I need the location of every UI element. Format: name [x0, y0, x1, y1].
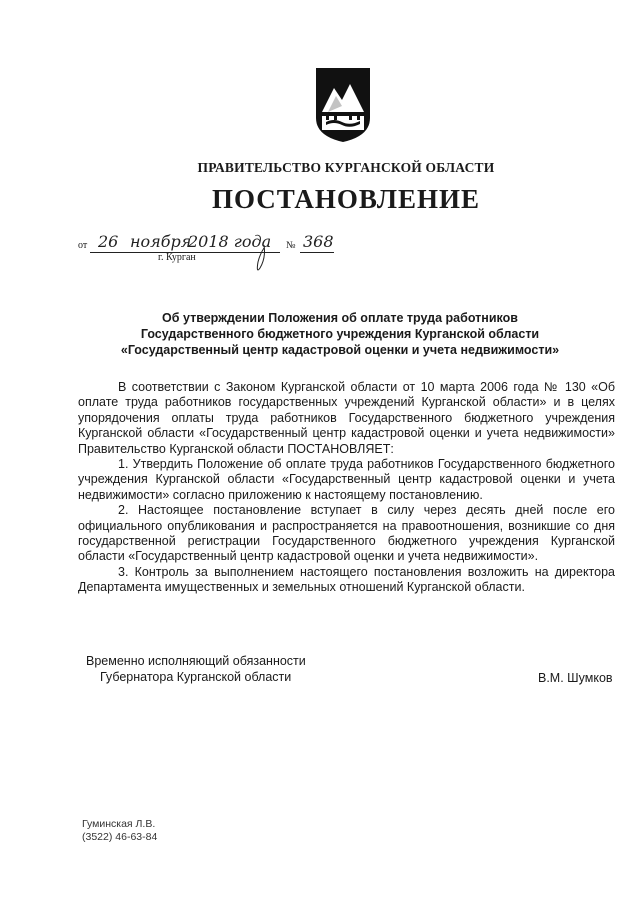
document-number: 368	[303, 232, 334, 251]
body-paragraph: 2. Настоящее постановление вступает в силу через десять дней после его официального опубликования и распространяется на правоотношения, возникшие со дня государственной регистрации Государственного бюджетного учреждения Курганской области «Государственный центр кадастровой оценки и учета недвижимости».	[78, 503, 615, 564]
date-year: 2018 года	[188, 232, 272, 251]
handwritten-mark-icon	[254, 244, 268, 276]
date-month: ноября	[130, 232, 192, 251]
body-paragraph: 3. Контроль за выполнением настоящего постановления возложить на директора Департамента имущественных и земельных отношений Курганской области.	[78, 564, 615, 595]
executor-phone: (3522) 46-63-84	[82, 831, 158, 843]
city: г. Курган	[158, 252, 196, 263]
position-line: Губернатора Курганской области	[100, 670, 292, 684]
government-name: ПРАВИТЕЛЬСТВО КУРГАНСКОЙ ОБЛАСТИ	[197, 160, 495, 175]
title-line: Об утверждении Положения об оплате труда работников	[162, 311, 518, 325]
date-prefix: от	[78, 240, 88, 251]
position-line: Временно исполняющий обязанности	[86, 654, 306, 668]
executor-info	[82, 818, 157, 844]
executor-name: Гуминская Л.В.	[82, 818, 156, 830]
signatory-name: В.М. Шумков	[538, 671, 613, 685]
signatory-position	[86, 653, 306, 685]
document-body	[78, 380, 615, 596]
date-day: 26	[98, 232, 119, 251]
body-paragraph: В соответствии с Законом Курганской области от 10 марта 2006 года № 130 «Об оплате труда работников государственных учреждений Курганской области» и в целях упорядочения оплаты труда работников Государственного бюджетного учреждения Курганской области «Государственный центр кадастровой оценки и учета недвижимости» Правительство Курганской области ПОСТАНОВЛЯЕТ:	[78, 380, 615, 456]
kurgan-coat-of-arms-icon	[314, 66, 372, 144]
number-prefix: №	[286, 240, 296, 251]
body-paragraph: 1. Утвердить Положение об оплате труда работников Государственного бюджетного учреждения Курганской области «Государственный центр кадастровой оценки и учета недвижимости» согласно приложению к настоящему постановлению.	[78, 457, 615, 502]
document-title	[60, 310, 620, 358]
document-meta	[78, 234, 378, 254]
title-line: «Государственный центр кадастровой оценки и учета недвижимости»	[120, 343, 560, 357]
title-line: Государственного бюджетного учреждения Курганской области	[140, 327, 540, 341]
document-type: ПОСТАНОВЛЕНИЕ	[211, 184, 481, 214]
